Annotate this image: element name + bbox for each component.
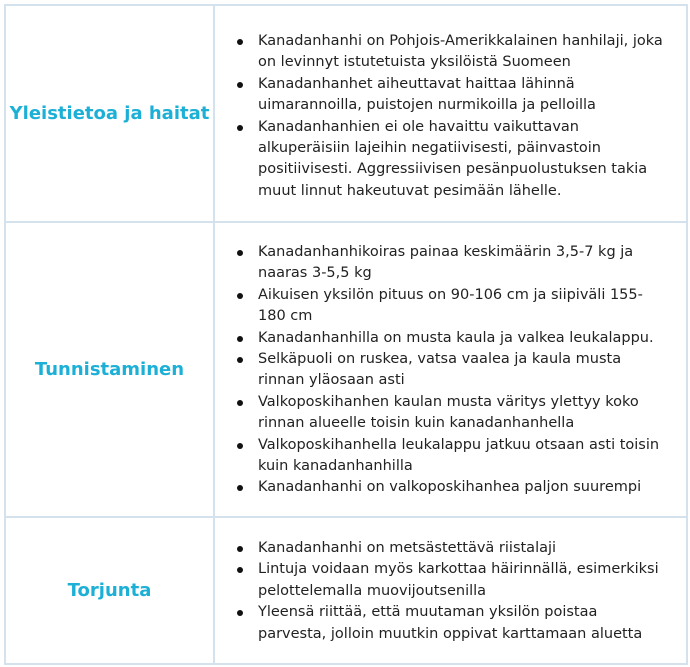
list-item: Selkäpuoli on ruskea, vatsa vaalea ja kaula musta rinnan yläosaan asti (258, 349, 670, 392)
row-content-general-info (214, 5, 687, 222)
list-item: Kanadanhanhien ei ole havaittu vaikuttavan alkuperäisiin lajeihin negatiivisesti, päinvastoin positiivisesti. Aggressiivisen pesänpuolustuksen takia muut linnut hakeutuvat pesimään lähelle. (258, 117, 670, 203)
bullet-list-control (215, 518, 686, 645)
info-table (4, 4, 688, 665)
table-row-general-info (5, 5, 687, 222)
list-item: Kanadanhanhi on Pohjois-Amerikkalainen hanhilaji, joka on levinnyt istutetuista yksilöistä Suomeen (258, 31, 670, 74)
row-content-identification (214, 222, 687, 517)
list-item: Kanadanhanhi on valkoposkihanhea paljon suurempi (258, 477, 670, 498)
list-item: Valkoposkihanhen kaulan musta väritys ylettyy koko rinnan alueelle toisin kuin kanadanhanhella (258, 392, 670, 435)
list-item: Valkoposkihanhella leukalappu jatkuu otsaan asti toisin kuin kanadanhanhilla (258, 435, 670, 478)
bullet-list-identification (215, 223, 686, 499)
row-content-control (214, 517, 687, 664)
bullet-list-general-info (215, 6, 686, 202)
row-label-identification: Tunnistaminen (5, 222, 214, 517)
list-item: Kanadanhanhi on metsästettävä riistalaji (258, 538, 670, 559)
row-label-general-info: Yleistietoa ja haitat (5, 5, 214, 222)
list-item: Yleensä riittää, että muutaman yksilön poistaa parvesta, jolloin muutkin oppivat karttamaan aluetta (258, 602, 670, 645)
list-item: Aikuisen yksilön pituus on 90-106 cm ja siipiväli 155-180 cm (258, 285, 670, 328)
list-item: Kanadanhanhilla on musta kaula ja valkea leukalappu. (258, 328, 670, 349)
list-item: Kanadanhanhet aiheuttavat haittaa lähinnä uimarannoilla, puistojen nurmikoilla ja pelloilla (258, 74, 670, 117)
list-item: Lintuja voidaan myös karkottaa häirinnällä, esimerkiksi pelottelemalla muovijoutsenilla (258, 559, 670, 602)
table-row-control (5, 517, 687, 664)
row-label-control: Torjunta (5, 517, 214, 664)
table-row-identification (5, 222, 687, 517)
list-item: Kanadanhanhikoiras painaa keskimäärin 3,5-7 kg ja naaras 3-5,5 kg (258, 242, 670, 285)
